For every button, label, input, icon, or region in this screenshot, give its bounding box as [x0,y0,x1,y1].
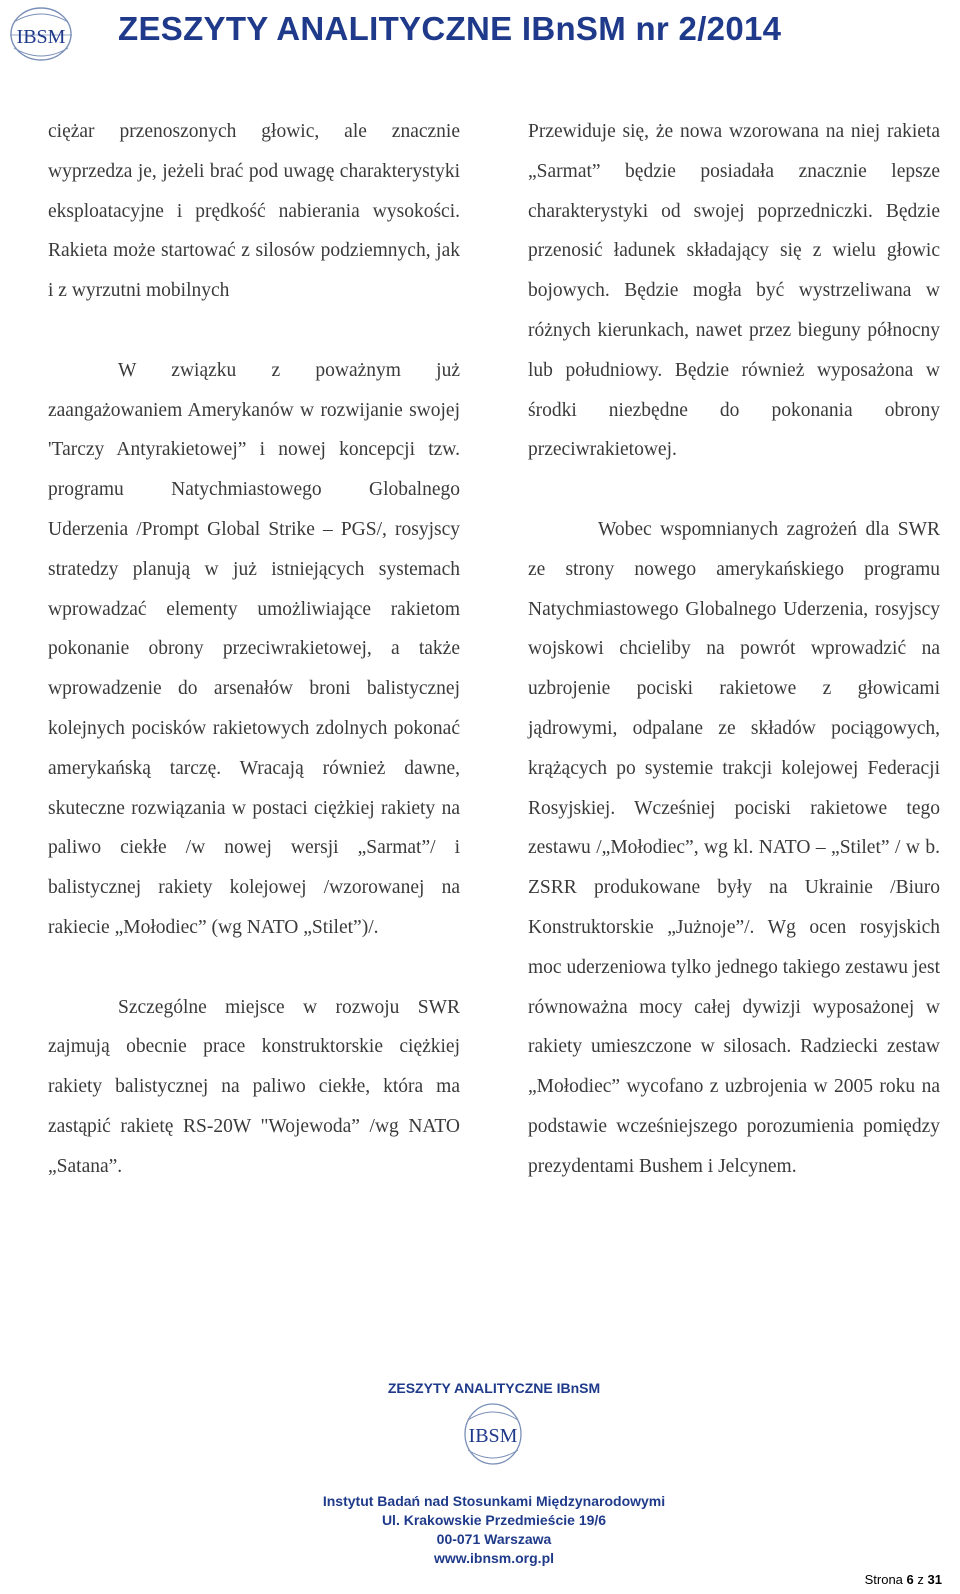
footer-journal-name: ZESZYTY ANALITYCZNE IBnSM [387,1380,601,1396]
right-paragraph-1: Przewiduje się, że nowa wzorowana na niej rakieta „Sarmat” będzie posiadała znacznie lepsze charakterystyki od swojej poprzedniczki. Będzie przenosić ładunek składający się z wielu głowic bojowych. Będzie mogła być wystrzeliwana w różnych kierunkach, nawet przez bieguny północny lub południowy. Będzie również wyposażona w środki niezbędne do pokonania obrony przeciwrakietowej. [528,121,940,461]
paragraph-gap [48,311,460,351]
city-address: 00-071 Warszawa [436,1531,552,1547]
right-paragraph-2: Wobec wspomnianych zagrożeń dla SWR ze strony nowego amerykańskiego programu Natychmiastowego Globalnego Uderzenia, rosyjscy wojskowi chcieliby na powrót wprowadzić na uzbrojenie pociski rakietowe z głowicami jądrowymi, odpalane ze składów pociągowych, krążących po systemie trakcji kolejowej Federacji Rosyjskiej. Wcześniej pociski rakietowe tego zestawu /„Mołodiec”, wg kl. NATO – „Stilet” / w b. ZSRR produkowane były na Ukrainie /Biuro Konstruktorskie „Jużnoje”/. Wg ocen rosyjskich moc uderzeniowa tylko jednego takiego zestawu jest równoważna mocy całej dywizji wyposażonej w rakiety umieszczone w silosach. Radziecki zestaw „Mołodiec” wycofano z uzbrojenia w 2005 roku na podstawie wcześniejszego porozumienia pomiędzy prezydentami Bushem i Jelcynem. [528,518,940,1177]
page-total: 31 [927,1572,942,1587]
left-column [48,112,460,1187]
street-address: Ul. Krakowskie Przedmieście 19/6 [381,1512,607,1528]
page-separator: z [917,1572,924,1587]
ibsm-logo [4,4,78,66]
logo-text: IBSM [16,26,66,48]
left-paragraph-3: Szczególne miejsce w rozwoju SWR zajmują obecnie prace konstruktorskie ciężkiej rakiety balistycznej na paliwo ciekłe, która ma zastąpić rakietę RS-20W "Wojewoda” /wg NATO „Satana”. [48,996,460,1177]
page-current: 6 [906,1572,914,1587]
page-number [865,1572,942,1587]
page-header [0,0,960,75]
institute-name: Instytut Badań nad Stosunkami Międzynarodowymi [322,1493,666,1509]
left-paragraph-2: W związku z poważnym już zaangażowaniem Amerykanów w rozwijanie swojej 'Tarczy Antyrakietowej” i nowej koncepcji tzw. programu Natychmiastowego Globalnego Uderzenia /Prompt Global Strike – PGS/, rosyjscy stratedzy planują w już istniejących systemach wprowadzać elementy umożliwiające rakietom pokonanie obrony przeciwrakietowej, a także wprowadzenie do arsenałów broni balistycznej kolejnych pocisków rakietowych zdolnych pokonać amerykańską tarczę. Wracają również dawne, skuteczne rozwiązania w postaci ciężkiej rakiety na paliwo ciekłe /w nowej wersji „Sarmat”/ i balistycznej rakiety kolejowej /wzorowanej na rakiecie „Mołodiec” (wg NATO „Stilet”)/. [48,359,460,938]
website-link[interactable]: www.ibnsm.org.pl [433,1550,555,1566]
footer-ibsm-logo [456,1400,530,1470]
paragraph-gap [48,948,460,988]
footer-logo-text: IBSM [468,1425,518,1447]
paragraph-gap [528,470,940,510]
left-paragraph-1: ciężar przenoszonych głowic, ale znacznie wyprzedza je, jeżeli brać pod uwagę charakterystyki eksploatacyjne i prędkość nabierania wysokości. Rakieta może startować z silosów podziemnych, jak i z wyrzutni mobilnych [48,121,460,302]
footer-address [0,1492,960,1568]
page-prefix: Strona [864,1572,903,1587]
journal-title: ZESZYTY ANALITYCZNE IBnSM nr 2/2014 [118,10,782,47]
right-column [528,112,940,1187]
